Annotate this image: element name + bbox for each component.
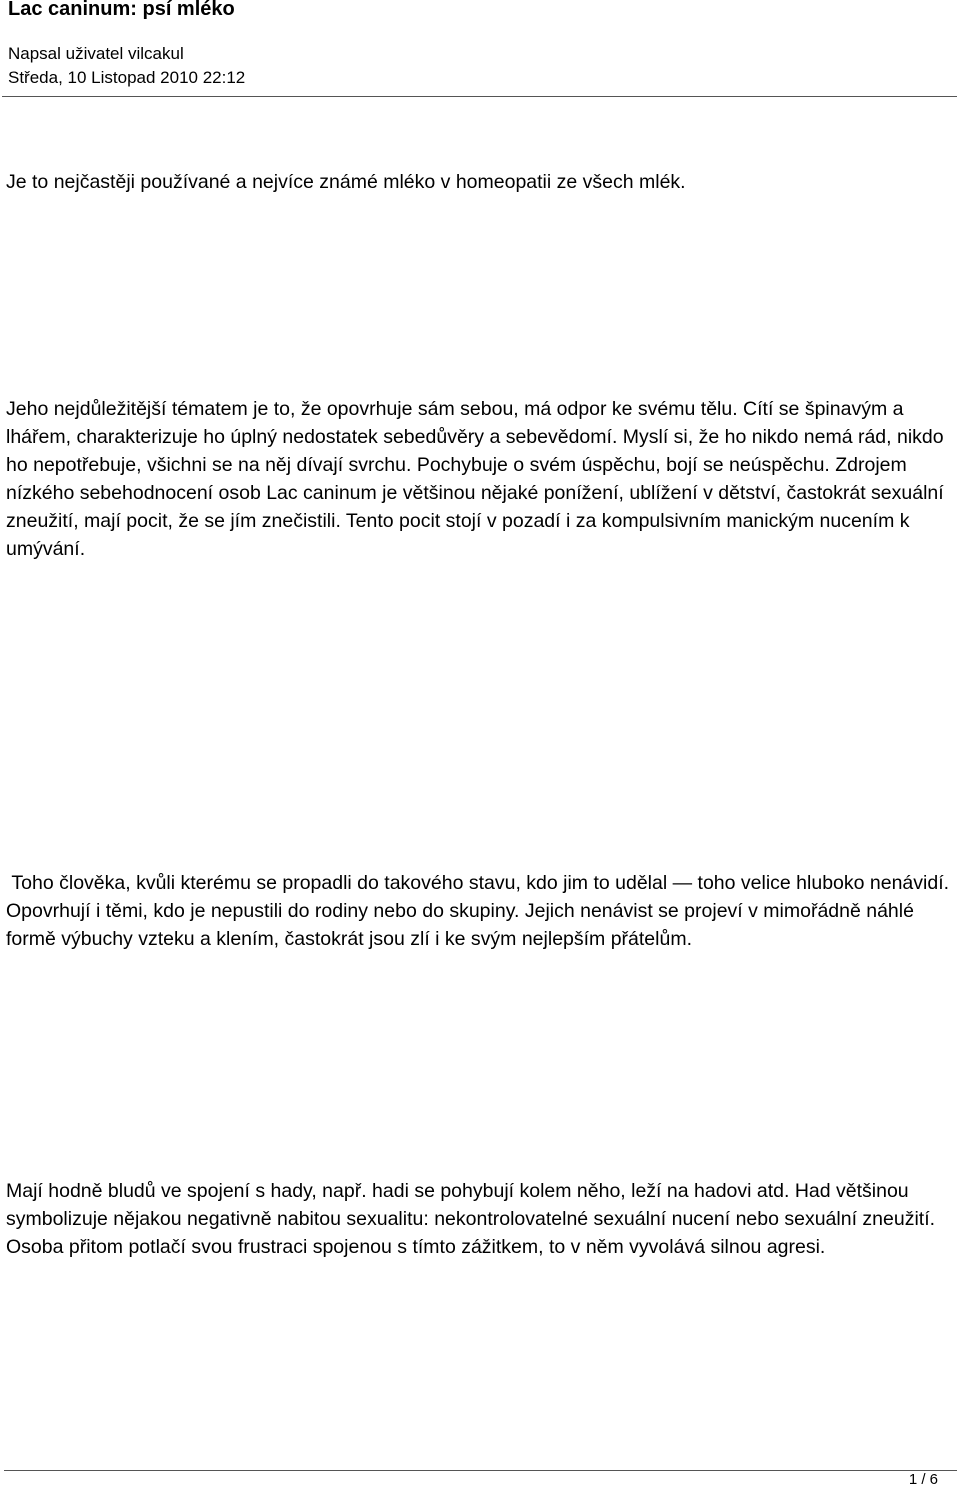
page-number: 1 / 6 (908, 1471, 938, 1487)
header-divider (2, 96, 957, 97)
article-title: Lac caninum: psí mléko (8, 0, 235, 20)
paragraph-snakes: Mají hodně bludů ve spojení s hady, např. hadi se pohybují kolem něho, leží na hadovi atd. Had většinou symbolizuje nějakou negativně nabitou sexualitu: nekontrolovatelné sexuální nucení nebo sexuální zneužití. Osoba přitom potlačí svou frustraci spojenou s tímto zážitkem, to v něm vyvolává silnou agresi. (6, 1180, 936, 1258)
paragraph-hatred: Toho člověka, kvůli kterému se propadli do takového stavu, kdo jim to udělal — toho velice hluboko nenávidí. Opovrhují i těmi, kdo je nepustili do rodiny nebo do skupiny. Jejich nenávist se projeví v mimořádně náhlé formě výbuchy vzteku a klením, častokrát jsou zlí i ke svým nejlepším přátelům. (6, 872, 955, 950)
publish-date: Středa, 10 Listopad 2010 22:12 (8, 68, 246, 87)
paragraph-themes: Jeho nejdůležitější tématem je to, že opovrhuje sám sebou, má odpor ke svému tělu. Cítí se špinavým a lhářem, charakterizuje ho úplný nedostatek sebedůvěry a sebevědomí. Myslí si, že ho nikdo nemá rád, nikdo ho nepotřebuje, všichni se na něj dívají svrchu. Pochybuje o svém úspěchu, bojí se neúspěchu. Zdrojem nízkého sebehodnocení osob Lac caninum je většinou nějaké ponížení, ublížení v dětství, častokrát sexuální zneužití, mají pocit, že se jím znečistili. Tento pocit stojí v pozadí i za kompulsivním manickým nucením k umývání. (6, 398, 944, 560)
footer-divider (4, 1470, 957, 1471)
author-line: Napsal uživatel vilcakul (8, 44, 184, 63)
paragraph-intro: Je to nejčastěji používané a nejvíce známé mléko v homeopatii ze všech mlék. (6, 171, 686, 193)
